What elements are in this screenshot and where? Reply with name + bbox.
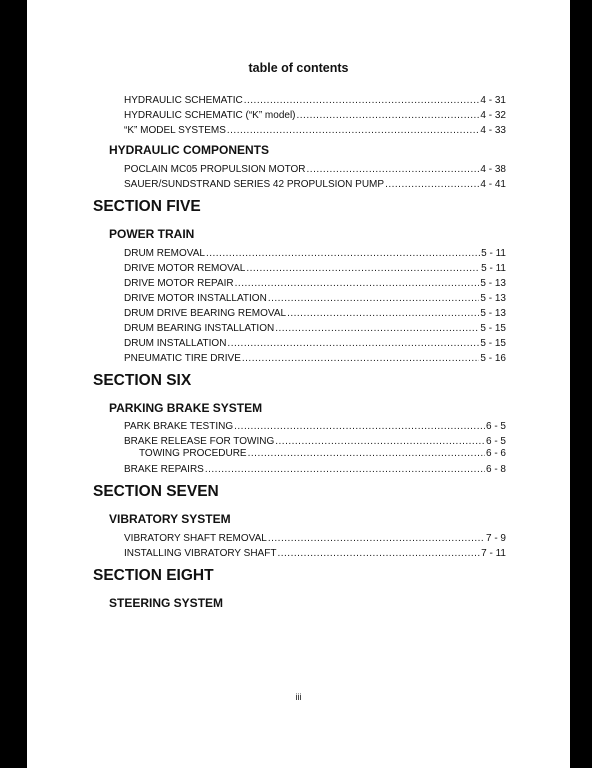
toc-entry-page: 5 - 13 (480, 278, 506, 289)
toc-entry[interactable] (124, 308, 506, 321)
toc-entry[interactable] (124, 338, 506, 351)
toc-entry-page: 4 - 33 (480, 125, 506, 136)
toc-entry-label: POCLAIN MC05 PROPULSION MOTOR (124, 164, 306, 175)
dot-leader (244, 95, 480, 106)
dot-leader (297, 110, 480, 121)
dot-leader (242, 353, 480, 364)
section-heading: SECTION EIGHT (93, 567, 214, 584)
toc-entry-label: DRIVE MOTOR REMOVAL (124, 263, 246, 274)
toc-entry-page: 4 - 38 (480, 164, 506, 175)
dot-leader (246, 263, 480, 274)
toc-entry[interactable] (124, 533, 506, 546)
section-heading: SECTION FIVE (93, 198, 201, 215)
toc-entry[interactable] (124, 548, 506, 561)
toc-entry-page: 7 - 11 (481, 548, 506, 559)
toc-entry-page: 7 - 9 (485, 533, 506, 544)
subsection-heading: PARKING BRAKE SYSTEM (109, 401, 263, 415)
toc-entry-page: 5 - 13 (480, 293, 506, 304)
toc-entry[interactable] (124, 164, 506, 177)
toc-entry-page: 6 - 8 (485, 464, 506, 475)
dot-leader (307, 164, 480, 175)
toc-entry-label: “K” MODEL SYSTEMS (124, 125, 226, 136)
dot-leader (206, 248, 480, 259)
section-heading: SECTION SEVEN (93, 483, 219, 500)
toc-entry-label: DRUM BEARING INSTALLATION (124, 323, 275, 334)
toc-entry-label: PARK BRAKE TESTING (124, 421, 234, 432)
toc-entry[interactable] (124, 110, 506, 123)
toc-entry[interactable] (124, 95, 506, 108)
toc-entry-page: 4 - 32 (480, 110, 506, 121)
dot-leader (227, 125, 480, 136)
toc-entry[interactable] (124, 353, 506, 366)
toc-entry-label: DRUM DRIVE BEARING REMOVAL (124, 308, 287, 319)
page-number: iii (295, 692, 302, 702)
dot-leader (385, 179, 479, 190)
dot-leader (268, 293, 480, 304)
toc-entry-label: HYDRAULIC SCHEMATIC (“K” model) (124, 110, 296, 121)
dot-leader (235, 278, 480, 289)
subsection-heading: STEERING SYSTEM (109, 596, 224, 610)
subsection-heading: VIBRATORY SYSTEM (109, 512, 231, 526)
toc-entry-label: VIBRATORY SHAFT REMOVAL (124, 533, 267, 544)
toc-entry-label: DRUM REMOVAL (124, 248, 205, 259)
toc-entry[interactable] (124, 464, 506, 477)
toc-entry-label: DRIVE MOTOR REPAIR (124, 278, 234, 289)
toc-entry-page: 6 - 6 (485, 448, 506, 459)
toc-entry[interactable] (124, 293, 506, 306)
toc-entry[interactable] (124, 248, 506, 261)
toc-entry-label: BRAKE RELEASE FOR TOWING (124, 436, 275, 447)
toc-entry-label: DRIVE MOTOR INSTALLATION (124, 293, 267, 304)
toc-entry-page: 4 - 41 (480, 179, 506, 190)
toc-entry-page: 5 - 13 (480, 308, 506, 319)
toc-entry-label: INSTALLING VIBRATORY SHAFT (124, 548, 277, 559)
toc-entry[interactable] (124, 263, 506, 276)
toc-entry-page: 5 - 15 (480, 323, 506, 334)
dot-leader (277, 548, 480, 559)
toc-entry-page: 5 - 16 (480, 353, 506, 364)
toc-entry-label: SAUER/SUNDSTRAND SERIES 42 PROPULSION PUMP (124, 179, 385, 190)
toc-entry[interactable] (124, 421, 506, 434)
toc-entry-label: HYDRAULIC SCHEMATIC (124, 95, 243, 106)
toc-entry-label: BRAKE REPAIRS (124, 464, 204, 475)
subsection-heading: POWER TRAIN (109, 227, 195, 241)
dot-leader (205, 464, 485, 475)
toc-entry[interactable] (124, 125, 506, 138)
toc-entry[interactable] (124, 323, 506, 336)
dot-leader (234, 421, 485, 432)
dot-leader (275, 436, 485, 447)
dot-leader (275, 323, 479, 334)
toc-entry-page: 5 - 15 (480, 338, 506, 349)
dot-leader (248, 448, 485, 459)
toc-entry-page: 6 - 5 (485, 421, 506, 432)
toc-entry-page: 5 - 11 (481, 263, 506, 274)
toc-entry-page: 6 - 5 (485, 436, 506, 447)
toc-entry-label: DRUM INSTALLATION (124, 338, 227, 349)
subsection-heading: HYDRAULIC COMPONENTS (109, 143, 270, 157)
document-title: table of contents (248, 61, 349, 75)
toc-entry-page: 4 - 31 (480, 95, 506, 106)
dot-leader (287, 308, 479, 319)
toc-entry-label: TOWING PROCEDURE (139, 448, 247, 459)
toc-entry-page: 5 - 11 (481, 248, 506, 259)
toc-entry-label: PNEUMATIC TIRE DRIVE (124, 353, 241, 364)
dot-leader (268, 533, 485, 544)
toc-entry[interactable] (124, 179, 506, 192)
toc-entry[interactable] (139, 448, 506, 461)
document-page (27, 0, 570, 768)
dot-leader (227, 338, 479, 349)
toc-entry[interactable] (124, 278, 506, 291)
section-heading: SECTION SIX (93, 372, 192, 389)
